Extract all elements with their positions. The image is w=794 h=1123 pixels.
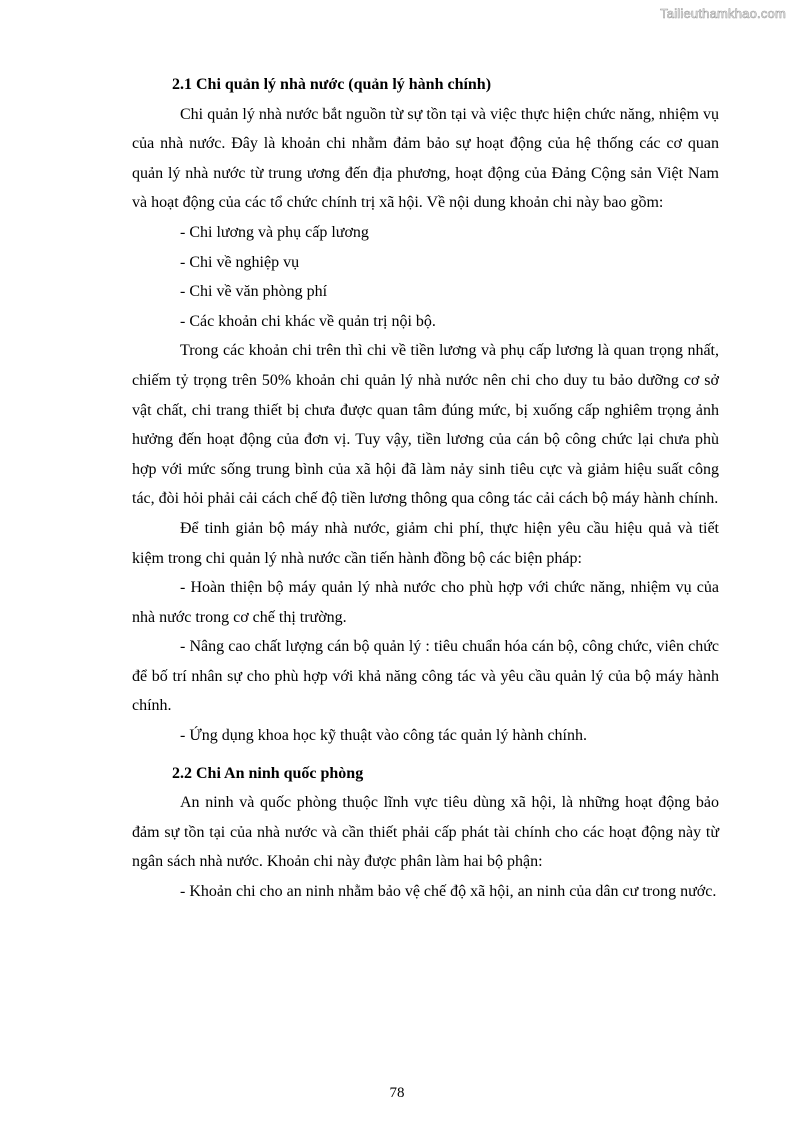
section-2-intro-paragraph: An ninh và quốc phòng thuộc lĩnh vực tiêu dùng xã hội, là những hoạt động bảo đảm sự tồn tại của nhà nước và cần thiết phải cấp phát tài chính cho các hoạt động này từ ngân sách nhà nước. Khoản chi này được phân làm hai bộ phận: — [132, 794, 719, 871]
list-item: - Ứng dụng khoa học kỹ thuật vào công tác quản lý hành chính. — [180, 727, 587, 745]
page-number: 78 — [389, 1085, 405, 1101]
list-item: - Chi về nghiệp vụ — [180, 253, 300, 271]
section-1-intro-paragraph: Chi quản lý nhà nước bắt nguồn từ sự tồn tại và việc thực hiện chức năng, nhiệm vụ của nhà nước. Đây là khoản chi nhằm đảm bảo sự hoạt động của hệ thống các cơ quan quản lý nhà nước từ trung ương đến địa phương, hoạt động của Đảng Cộng sản Việt Nam và hoạt động của các tổ chức chính trị xã hội. Về nội dung khoản chi này bao gồm: — [132, 105, 719, 212]
list-item: - Các khoản chi khác về quản trị nội bộ. — [180, 312, 436, 330]
document-body — [132, 70, 719, 907]
section-heading-2-2: 2.2 Chi An ninh quốc phòng — [172, 764, 364, 782]
section-heading-2-1: 2.1 Chi quản lý nhà nước (quản lý hành chính) — [172, 76, 492, 93]
watermark: Tailieuthamkhao.com — [660, 6, 786, 21]
list-item: - Khoản chi cho an ninh nhằm bảo vệ chế độ xã hội, an ninh của dân cư trong nước. — [180, 883, 717, 901]
list-item: - Nâng cao chất lượng cán bộ quản lý : tiêu chuẩn hóa cán bộ, công chức, viên chức để bố trí nhân sự cho phù hợp với khả năng công tác và yêu cầu quản lý của bộ máy hành chính. — [132, 638, 719, 715]
list-item: - Chi về văn phòng phí — [180, 283, 328, 301]
salary-expense-list — [132, 218, 719, 336]
list-item: - Chi lương và phụ cấp lương — [180, 223, 369, 241]
section-1-paragraph-2: Trong các khoản chi trên thì chi về tiền lương và phụ cấp lương là quan trọng nhất, chiếm tỷ trọng trên 50% khoản chi quản lý nhà nước nên chi cho duy tu bảo dưỡng cơ sở vật chất, chi trang thiết bị chưa được quan tâm đúng mức, bị xuống cấp nghiêm trọng ảnh hưởng đến hoạt động của đơn vị. Tuy vậy, tiền lương của cán bộ công chức lại chưa phù hợp với mức sống trung bình của xã hội đã làm nảy sinh tiêu cực và giảm hiệu suất công tác, đòi hỏi phải cải cách chế độ tiền lương thông qua công tác cải cách bộ máy hành chính. — [132, 342, 719, 508]
reform-measures-list — [132, 573, 719, 751]
section-1-paragraph-3: Để tinh giản bộ máy nhà nước, giảm chi phí, thực hiện yêu cầu hiệu quả và tiết kiệm trong chi quản lý nhà nước cần tiến hành đồng bộ các biện pháp: — [132, 519, 719, 567]
list-item: - Hoàn thiện bộ máy quản lý nhà nước cho phù hợp với chức năng, nhiệm vụ của nhà nước trong cơ chế thị trường. — [132, 579, 719, 626]
